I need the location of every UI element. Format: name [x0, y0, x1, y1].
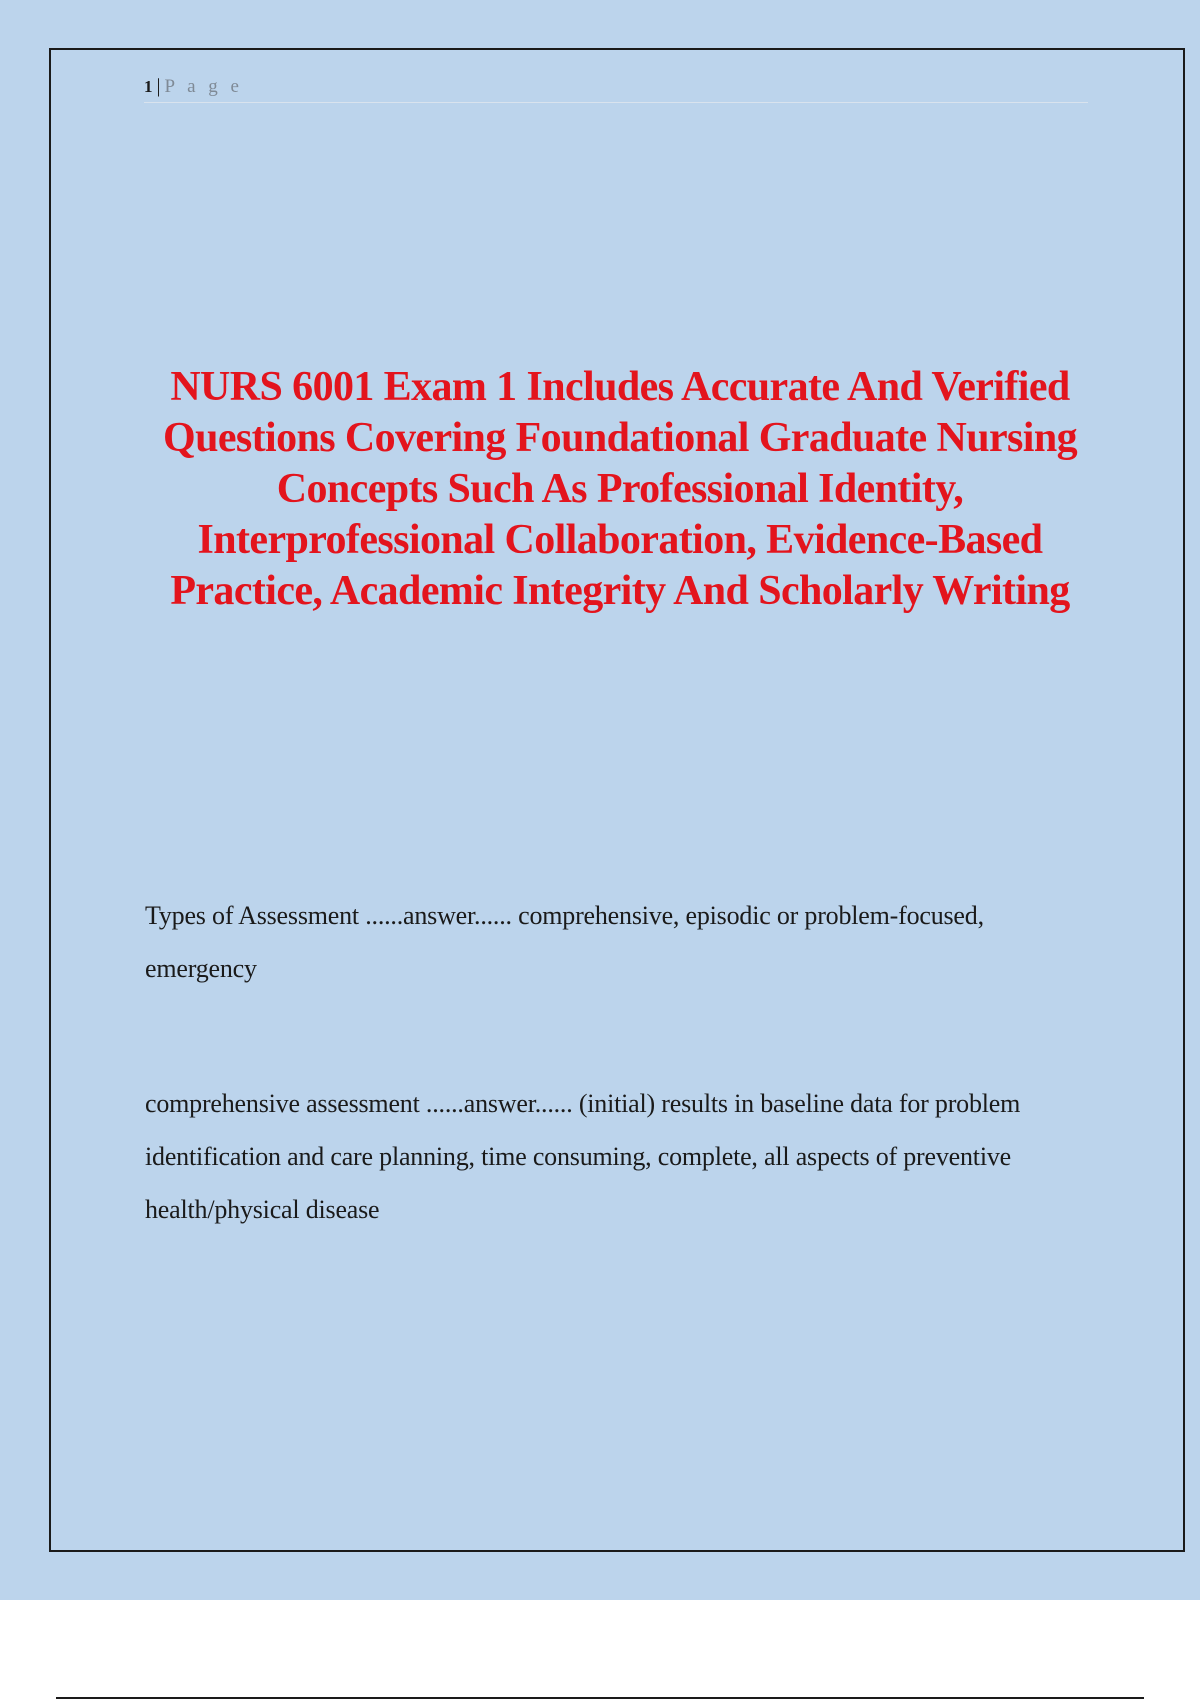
bottom-divider — [56, 1697, 1144, 1699]
page-header — [144, 72, 1088, 103]
page-number: 1 — [144, 77, 153, 96]
header-separator: | — [156, 75, 161, 97]
document-title: NURS 6001 Exam 1 Includes Accurate And Verified Questions Covering Foundational Graduate Nursing Concepts Such As Professional Identity, Interprofessional Collaboration, Evidence-Based Practice, Academic Integrity And Scholarly Writing — [163, 364, 1077, 614]
page-label: P a g e — [164, 76, 243, 97]
qa-entry-comprehensive-assessment: comprehensive assessment ......answer...... (initial) results in baseline data for problem identification and care planning, time consuming, complete, all aspects of preventive health/physical disease — [145, 1089, 1021, 1224]
page-border — [49, 48, 1185, 1552]
qa-entry-types-of-assessment: Types of Assessment ......answer...... comprehensive, episodic or problem-focused, emergency — [145, 901, 984, 983]
